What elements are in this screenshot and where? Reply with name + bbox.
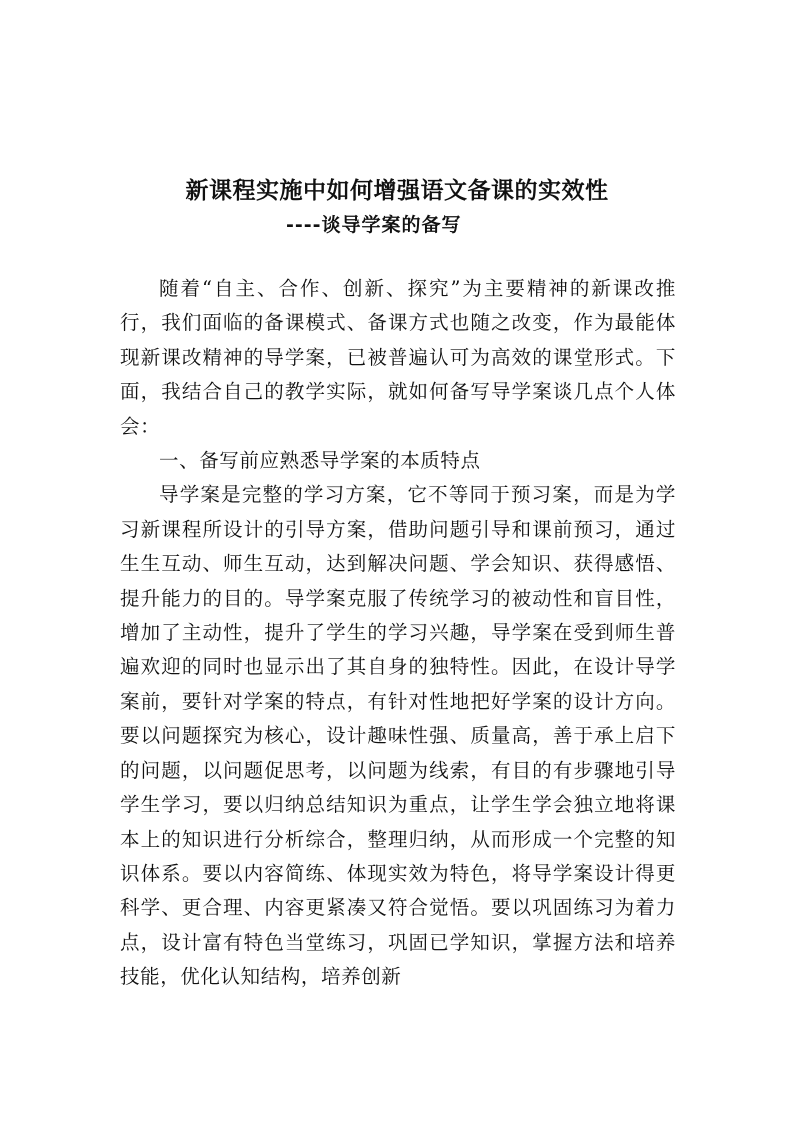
section-heading-1: 一、备写前应熟悉导学案的本质特点 bbox=[159, 449, 481, 473]
document-subtitle: ----谈导学案的备写 bbox=[286, 214, 462, 236]
document-body bbox=[120, 272, 676, 995]
document-title: 新课程实施中如何增强语文备课的实效性 bbox=[185, 177, 609, 204]
paragraph-intro: 随着“自主、合作、创新、探究”为主要精神的新课改推行，我们面临的备课模式、备课方式也随之改变，作为最能体现新课改精神的导学案，已被普遍认可为高效的课堂形式。下面，我结合自己的教学实际，就如何备写导学案谈几点个人体会： bbox=[120, 277, 676, 438]
paragraph-section-1: 导学案是完整的学习方案，它不等同于预习案，而是为学习新课程所设计的引导方案，借助问题引导和课前预习，通过生生互动、师生互动，达到解决问题、学会知识、获得感悟、提升能力的目的。导学案克服了传统学习的被动性和盲目性，增加了主动性，提升了学生的学习兴趣，导学案在受到师生普遍欢迎的同时也显示出了其自身的独特性。因此，在设计导学案前，要针对学案的特点，有针对性地把好学案的设计方向。要以问题探究为核心，设计趣味性强、质量高，善于承上启下的问题，以问题促思考，以问题为线索，有目的有步骤地引导学生学习，要以归纳总结知识为重点，让学生学会独立地将课本上的知识进行分析综合，整理归纳，从而形成一个完整的知识体系。要以内容简练、体现实效为特色，将导学案设计得更科学、更合理、内容更紧凑又符合觉悟。要以巩固练习为着力点，设计富有特色当堂练习，巩固已学知识，掌握方法和培养技能，优化认知结构，培养创新 bbox=[120, 483, 676, 989]
